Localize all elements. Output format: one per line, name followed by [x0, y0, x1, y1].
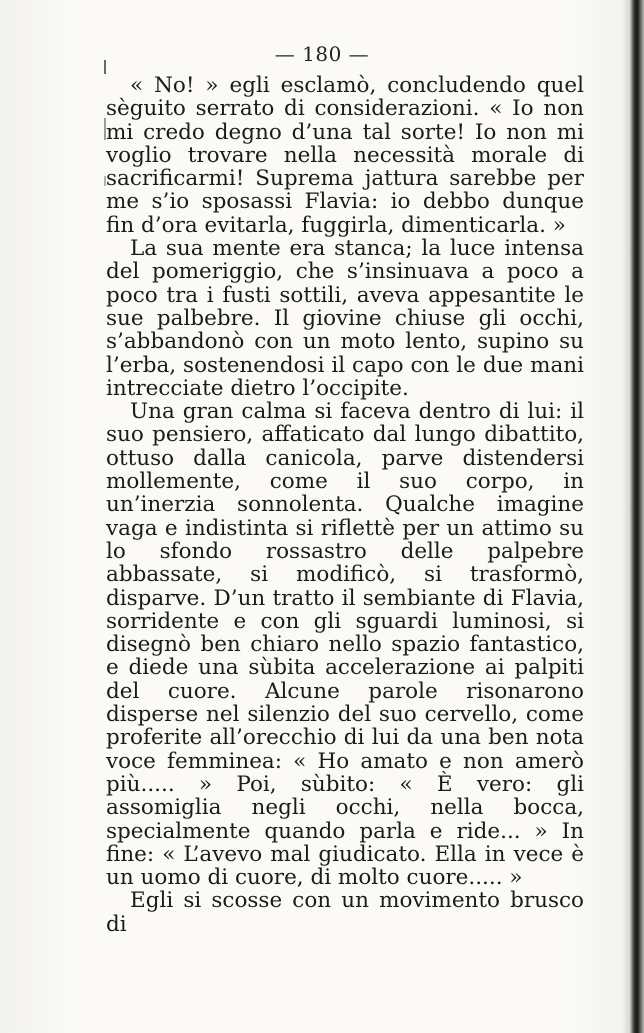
body-text	[106, 74, 584, 936]
book-binding-edge	[622, 0, 644, 1033]
paragraph: « No! » egli esclamò, concludendo quel sèguito serrato di considerazioni. « Io non mi credo degno d’una tal sorte! Io non mi voglio trovare nella necessità morale di sacrificarmi! Suprema jattura sarebbe per me s’io sposassi Flavia: io debbo dunque fin d’ora evitarla, fuggirla, dimenticarla. »	[106, 73, 584, 238]
paragraph: La sua mente era stanca; la luce intensa del pomeriggio, che s’insinuava a poco a poco tra i fusti sottili, aveva appesantite le sue palbebre. Il giovine chiuse gli occhi, s’abbandonò con un moto lento, supino su l’erba, sostenendosi il capo con le due mani intrecciate dietro l’occipite.	[106, 236, 584, 401]
page-number: — 180 —	[274, 42, 370, 66]
paragraph: Egli si scosse con un movimento brusco di	[106, 888, 584, 937]
paragraph: Una gran calma si faceva dentro di lui: il suo pensiero, affaticato dal lungo dibattito, ottuso dalla canicola, parve distendersi mollemente, come il suo corpo, in un’inerzia sonnolenta. Qualche imagine vaga e indistinta si riflettè per un attimo su lo sfondo rossastro delle palpebre abbassate, si modificò, si trasformò, disparve. D’un tratto il sembiante di Flavia, sorridente e con gli sguardi luminosi, si disegnò ben chiaro nello spazio fantastico, e diede una sùbita accelerazione ai palpiti del cuore. Alcune parole risonarono disperse nel silenzio del suo cervello, come proferite all’orecchio di lui da una ben nota voce femminea: « Ho amato e non amerò più..... » Poi, sùbito: « È vero: gli assomiglia negli occhi, nella bocca, specialmente quando parla e ride... » In fine: « L’avevo mal giudicato. Ella in vece è un uomo di cuore, di molto cuore..... »	[106, 399, 584, 891]
